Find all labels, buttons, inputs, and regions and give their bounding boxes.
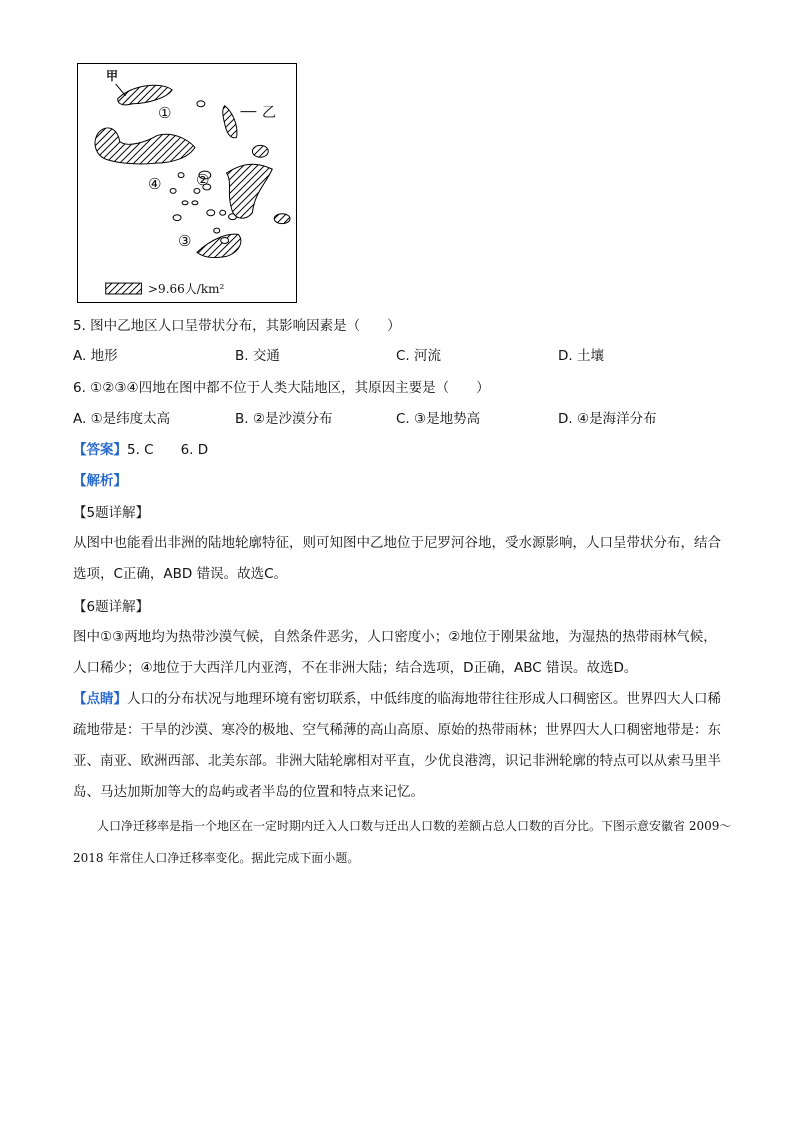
legend-swatch — [106, 283, 142, 294]
q5-option-d: D. 土壤 — [558, 348, 604, 364]
q6-option-c: C. ③是地势高 — [396, 411, 481, 427]
q6-stem: 6. ①②③④四地在图中都不位于人类大陆地区，其原因主要是（ ） — [73, 380, 490, 396]
region-south — [197, 234, 241, 257]
q5-option-b: B. 交通 — [235, 348, 280, 364]
region-west — [95, 128, 195, 164]
answer-line — [73, 440, 208, 460]
label-3: ③ — [178, 232, 192, 250]
detail6-label: 【6题详解】 — [73, 599, 150, 615]
label-jia: 甲 — [106, 69, 119, 83]
answer-text: 5. C 6. D — [127, 442, 209, 458]
detail5-text: 从图中也能看出非洲的陆地轮廓特征，则可知图中乙地位于尼罗河谷地，受水源影响，人口呈带状分布，结合选项，C正确，ABD 错误。故选C。 — [73, 535, 721, 582]
q5-stem: 5. 图中乙地区人口呈带状分布，其影响因素是（ ） — [73, 318, 401, 334]
next-question-intro: 人口净迁移率是指一个地区在一定时期内迁入人口数与迁出人口数的差额占总人口数的百分比。下图示意安徽省 2009～2018 年常住人口净迁移率变化。据此完成下面小题。 — [73, 819, 732, 865]
analysis-heading — [73, 471, 127, 491]
label-2: ② — [196, 171, 210, 189]
q5-option-a: A. 地形 — [73, 348, 118, 364]
q6-option-b: B. ②是沙漠分布 — [235, 411, 333, 427]
detail6-text: 图中①③两地均为热带沙漠气候，自然条件恶劣，人口密度小；②地位于刚果盆地，为湿热的热带雨林气候，人口稀少；④地位于大西洋几内亚湾，不在非洲大陆；结合选项，D正确，ABC 错误。故选D。 — [73, 629, 717, 676]
label-1: ① — [158, 104, 172, 122]
q6-option-d: D. ④是海洋分布 — [558, 411, 657, 427]
q5-option-c: C. 河流 — [396, 348, 442, 364]
map-drawing — [78, 64, 296, 302]
region-east — [227, 164, 273, 218]
population-map — [77, 63, 297, 303]
answer-label: 【答案】 — [73, 442, 127, 458]
label-yi: 乙 — [262, 105, 276, 121]
region-yi — [223, 106, 237, 138]
label-4: ④ — [148, 175, 162, 193]
q6-option-a: A. ①是纬度太高 — [73, 411, 171, 427]
tip-paragraph — [73, 684, 723, 808]
detail5-label: 【5题详解】 — [73, 505, 150, 521]
tip-text: 人口的分布状况与地理环境有密切联系，中低纬度的临海地带往往形成人口稠密区。世界四大人口稀疏地带是：干旱的沙漠、寒冷的极地、空气稀薄的高山高原、原始的热带雨林；世界四大人口稠密地带是：东亚、南亚、欧洲西部、北美东部。非洲大陆轮廓相对平直，少优良港湾，识记非洲轮廓的特点可以从索马里半岛、马达加斯加等大的岛屿或者半岛的位置和特点来记忆。 — [73, 691, 721, 800]
analysis-label: 【解析】 — [73, 473, 127, 489]
legend-label: >9.66人/km² — [148, 282, 225, 296]
tip-label: 【点睛】 — [73, 691, 127, 707]
region-jia — [118, 85, 172, 105]
